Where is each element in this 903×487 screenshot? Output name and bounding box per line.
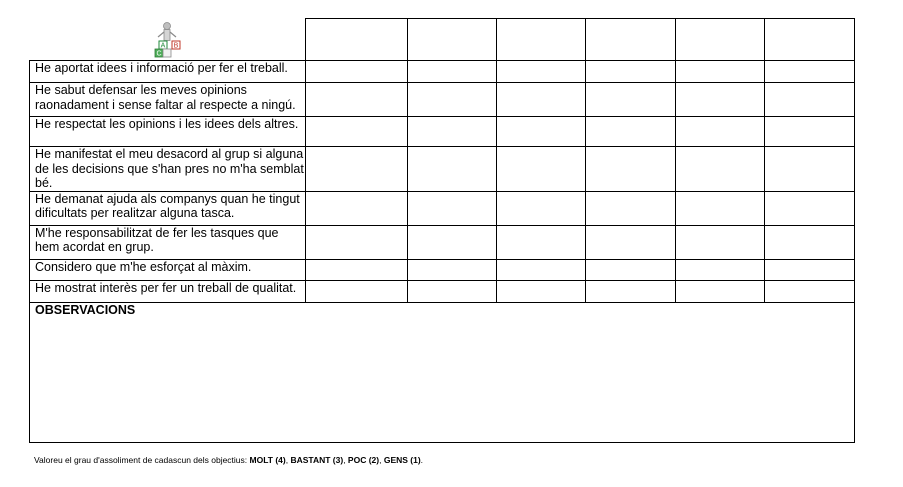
observations-label: OBSERVACIONS: [35, 302, 136, 317]
criterion-text: He aportat idees i informació per fer el treball.: [30, 61, 306, 83]
criterion-text: He mostrat interès per fer un treball de qualitat.: [30, 280, 306, 302]
abc-blocks-figure-icon: [147, 20, 187, 58]
criterion-text: He demanat ajuda als companys quan he tingut dificultats per realitzar alguna tasca.: [30, 191, 306, 225]
score-cell[interactable]: [497, 19, 586, 61]
self-evaluation-table: [29, 18, 855, 443]
criterion-row: [30, 259, 855, 280]
note-prefix: Valoreu el grau d'assoliment de cadascun dels objectius:: [34, 455, 250, 465]
score-cell[interactable]: [497, 61, 586, 83]
note-separator: ,: [379, 455, 384, 465]
score-cell[interactable]: [408, 280, 497, 302]
svg-text:A: A: [160, 42, 166, 50]
score-cell[interactable]: [408, 191, 497, 225]
score-cell[interactable]: [586, 259, 676, 280]
score-cell[interactable]: [408, 259, 497, 280]
header-row: [30, 19, 855, 61]
score-cell[interactable]: [408, 19, 497, 61]
score-cell[interactable]: [765, 259, 855, 280]
observations-row: [30, 302, 855, 442]
note-separator: ,: [285, 455, 291, 465]
score-cell[interactable]: [765, 280, 855, 302]
score-cell[interactable]: [676, 19, 765, 61]
scale-bastant: BASTANT (3): [290, 455, 344, 465]
note-separator: ,: [343, 455, 348, 465]
score-cell[interactable]: [765, 117, 855, 147]
score-cell[interactable]: [408, 225, 497, 259]
criterion-text: He manifestat el meu desacord al grup si alguna de les decisions que s'han pres no m'ha semblat bé.: [30, 147, 306, 192]
score-cell[interactable]: [497, 280, 586, 302]
criterion-row: [30, 147, 855, 192]
score-cell[interactable]: [306, 19, 408, 61]
criterion-row: [30, 280, 855, 302]
criterion-row: [30, 83, 855, 117]
score-cell[interactable]: [676, 191, 765, 225]
score-cell[interactable]: [408, 61, 497, 83]
scale-poc: POC (2): [347, 455, 380, 465]
score-cell[interactable]: [497, 147, 586, 192]
score-cell[interactable]: [765, 61, 855, 83]
criterion-row: [30, 117, 855, 147]
score-cell[interactable]: [586, 61, 676, 83]
score-cell[interactable]: [497, 259, 586, 280]
criterion-text: M'he responsabilitzat de fer les tasques que hem acordat en grup.: [30, 225, 306, 259]
score-cell[interactable]: [586, 225, 676, 259]
score-cell[interactable]: [408, 117, 497, 147]
score-cell[interactable]: [676, 259, 765, 280]
score-cell[interactable]: [676, 83, 765, 117]
score-cell[interactable]: [408, 83, 497, 117]
score-cell[interactable]: [497, 191, 586, 225]
score-cell[interactable]: [497, 117, 586, 147]
score-cell[interactable]: [586, 191, 676, 225]
score-cell[interactable]: [408, 147, 497, 192]
scale-molt: MOLT (4): [249, 455, 286, 465]
self-evaluation-sheet: [29, 18, 854, 443]
scale-gens: GENS (1): [383, 455, 421, 465]
score-cell[interactable]: [306, 191, 408, 225]
svg-text:C: C: [156, 50, 162, 58]
score-cell[interactable]: [765, 225, 855, 259]
score-cell[interactable]: [497, 225, 586, 259]
score-cell[interactable]: [586, 83, 676, 117]
score-cell[interactable]: [676, 117, 765, 147]
criterion-text: He respectat les opinions i les idees dels altres.: [30, 117, 306, 147]
note-suffix: .: [420, 455, 424, 465]
score-cell[interactable]: [586, 280, 676, 302]
score-cell[interactable]: [306, 280, 408, 302]
score-cell[interactable]: [306, 147, 408, 192]
score-cell[interactable]: [306, 225, 408, 259]
score-cell[interactable]: [765, 19, 855, 61]
score-cell[interactable]: [765, 191, 855, 225]
score-cell[interactable]: [586, 19, 676, 61]
criterion-text: He sabut defensar les meves opinions raonadament i sense faltar al respecte a ningú.: [30, 83, 306, 117]
criterion-text: Considero que m'he esforçat al màxim.: [30, 259, 306, 280]
logo-cell: [30, 19, 306, 61]
score-cell[interactable]: [765, 147, 855, 192]
score-cell[interactable]: [497, 83, 586, 117]
criterion-row: [30, 61, 855, 83]
score-cell[interactable]: [306, 83, 408, 117]
observations-field[interactable]: [30, 302, 855, 442]
score-cell[interactable]: [676, 147, 765, 192]
score-cell[interactable]: [306, 259, 408, 280]
score-cell[interactable]: [306, 61, 408, 83]
score-cell[interactable]: [676, 61, 765, 83]
score-cell[interactable]: [765, 83, 855, 117]
criterion-row: [30, 191, 855, 225]
score-cell[interactable]: [586, 147, 676, 192]
criterion-row: [30, 225, 855, 259]
score-cell[interactable]: [586, 117, 676, 147]
score-cell[interactable]: [676, 280, 765, 302]
score-cell[interactable]: [676, 225, 765, 259]
grading-scale-note: [34, 455, 423, 465]
score-cell[interactable]: [306, 117, 408, 147]
svg-text:B: B: [173, 42, 179, 50]
